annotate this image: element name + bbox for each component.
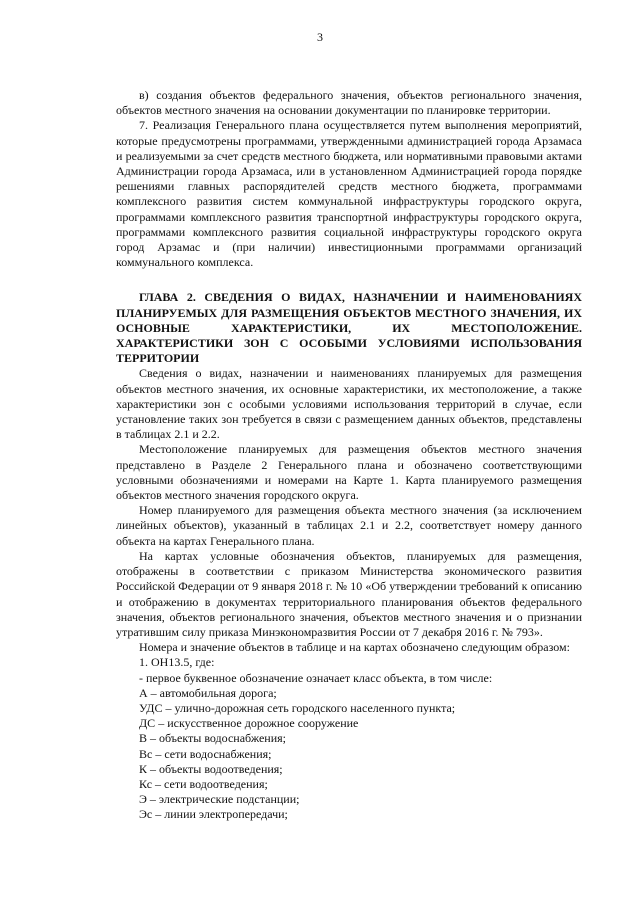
- paragraph: На картах условные обозначения объектов, планируемых для размещения, отображены в соответствии с приказом Министерства экономического развития Российской Федерации от 9 января 2018 г. № 10 «Об утверждении требований к описанию и отображению в документах территориального планирования объектов федерального значения, объектов регионального значения, объектов местного значения и о признании утратившим силу приказа Минэкономразвития России от 7 декабря 2016 г. № 793».: [116, 548, 582, 639]
- paragraph: 7. Реализация Генерального плана осуществляется путем выполнения мероприятий, которые предусмотрены программами, утвержденными администрацией города Арзамаса и реализуемыми за счет средств местного бюджета, или нормативными правовыми актами Администрации города Арзамаса, или в установленном Администрацией города порядке решениями главных распорядителей средств местного бюджета, программами комплексного развития систем коммунальной инфраструктуры городского округа, программами комплексного развития транспортной инфраструктуры городского округа, программами комплексного развития социальной инфраструктуры городского округа город Арзамас и (при наличии) инвестиционными программами организаций коммунального комплекса.: [116, 118, 582, 270]
- list-item: Эс – линии электропередачи;: [139, 807, 288, 822]
- paragraph: Номер планируемого для размещения объекта местного значения (за исключением линейных объектов), указанный в таблицах 2.1 и 2.2, соответствует номеру данного объекта на картах Генерального плана.: [116, 503, 582, 548]
- list-item: В – объекты водоснабжения;: [139, 731, 286, 746]
- list-item: ДС – искусственное дорожное сооружение: [139, 716, 359, 731]
- list-item: К – объекты водоотведения;: [139, 761, 283, 776]
- chapter-heading: ГЛАВА 2. СВЕДЕНИЯ О ВИДАХ, НАЗНАЧЕНИИ И НАИМЕНОВАНИЯХ ПЛАНИРУЕМЫХ ДЛЯ РАЗМЕЩЕНИЯ ОБЪЕКТОВ МЕСТНОГО ЗНАЧЕНИЯ, ИХ ОСНОВНЫЕ ХАРАКТЕРИСТИКИ, ИХ МЕСТОПОЛОЖЕНИЕ. ХАРАКТЕРИСТИКИ ЗОН С ОСОБЫМИ УСЛОВИЯМИ ИСПОЛЬЗОВАНИЯ ТЕРРИТОРИИ: [116, 290, 582, 366]
- paragraph: Местоположение планируемых для размещения объектов местного значения представлено в Разделе 2 Генерального плана и обозначено соответствующими условными обозначениями и номерами на Карте 1. Карта планируемого размещения объектов местного значения городского округа.: [116, 442, 582, 503]
- list-item: УДС – улично-дорожная сеть городского населенного пункта;: [139, 700, 456, 715]
- document-body: [116, 88, 582, 823]
- list-item: Кс – сети водоотведения;: [139, 776, 268, 791]
- list-item: Э – электрические подстанции;: [139, 792, 300, 807]
- paragraph: Сведения о видах, назначении и наименованиях планируемых для размещения объектов местного значения, их основные характеристики, их местоположение, а также характеристики зон с особыми условиями использования территорий в случае, если установление таких зон требуется в связи с размещением данных объектов, представлены в таблицах 2.1 и 2.2.: [116, 366, 582, 442]
- paragraph: в) создания объектов федерального значения, объектов регионального значения, объектов местного значения на основании документации по планировке территории.: [116, 88, 582, 118]
- list-item: - первое буквенное обозначение означает класс объекта, в том числе:: [139, 670, 493, 685]
- list-item: 1. ОН13.5, где:: [139, 655, 215, 670]
- paragraph: Номера и значение объектов в таблице и на картах обозначено следующим образом:: [139, 640, 570, 655]
- list-item: А – автомобильная дорога;: [139, 685, 277, 700]
- page-number: 3: [317, 30, 323, 44]
- list-item: Вс – сети водоснабжения;: [139, 746, 272, 761]
